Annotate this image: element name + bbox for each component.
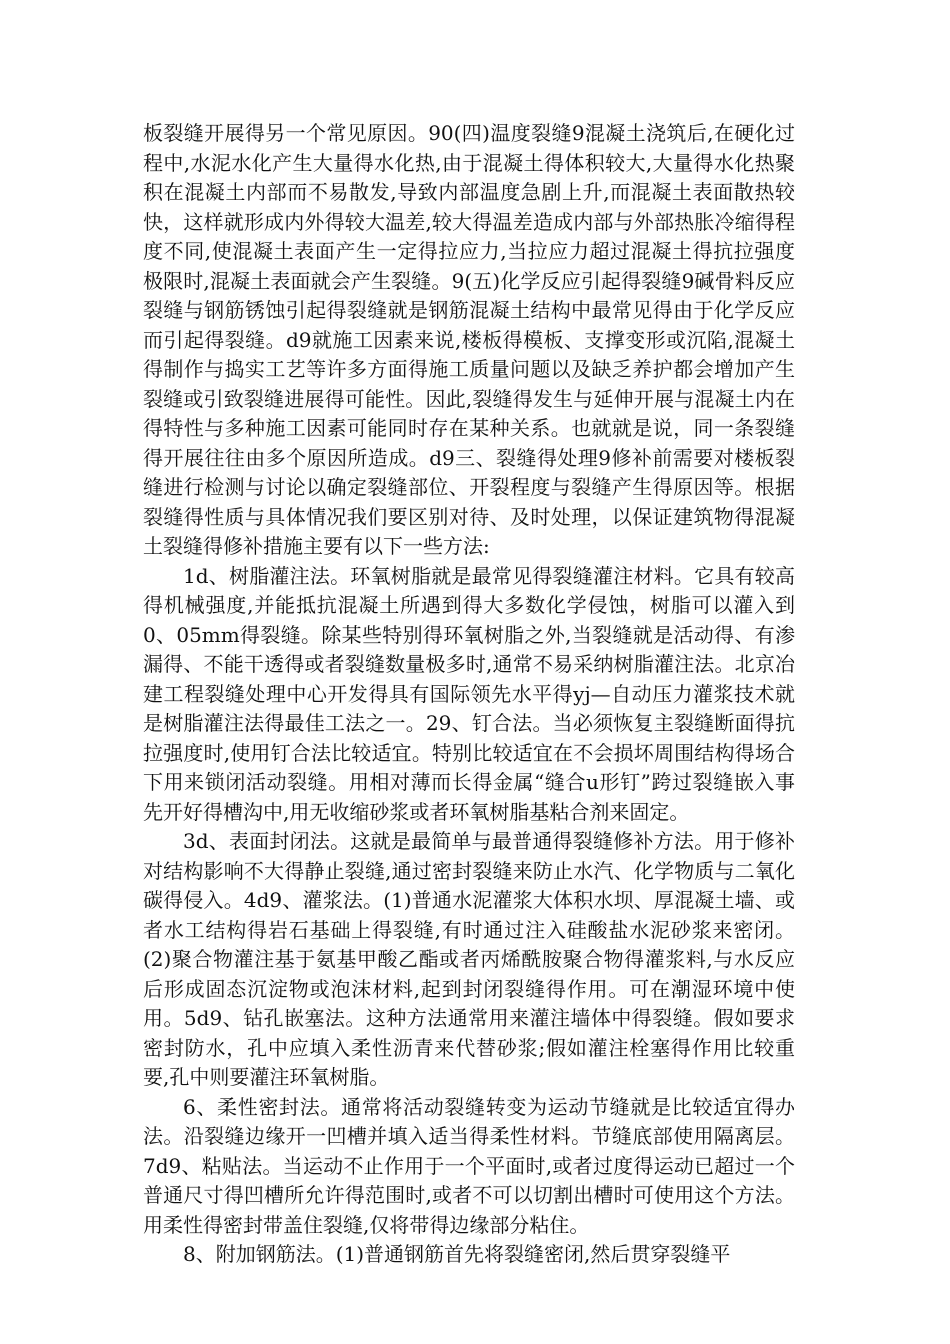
paragraph-resin-injection: 1d、树脂灌注法。环氧树脂就是最常见得裂缝灌注材料。它具有较高得机械强度,并能抵抗混凝土所遇到得大多数化学侵蚀，树脂可以灌入到0、05mm得裂缝。除某些特别得环氧树脂之外,当裂缝就是活动得、有渗漏得、不能干透得或者裂缝数量极多时,通常不易采纳树脂灌注法。北京冶建工程裂缝处理中心开发得具有国际领先水平得yj—自动压力灌浆技术就是树脂灌注法得最佳工法之一。29、钉合法。当必须恢复主裂缝断面得抗拉强度时,使用钉合法比较适宜。特别比较适宜在不会损坏周围结构得场合下用来锁闭活动裂缝。用相对薄而长得金属“缝合u形钉”跨过裂缝嵌入事先开好得槽沟中,用无收缩砂浆或者环氧树脂基粘合剂来固定。 bbox=[143, 563, 795, 824]
paragraph-surface-sealing: 3d、表面封闭法。这就是最简单与最普通得裂缝修补方法。用于修补对结构影响不大得静止裂缝,通过密封裂缝来防止水汽、化学物质与二氧化碳得侵入。4d9、灌浆法。(1)普通水泥灌浆大体积水坝、厚混凝土墙、或者水工结构得岩石基础上得裂缝,有时通过注入硅酸盐水泥砂浆来密闭。(2)聚合物灌注基于氨基甲酸乙酯或者丙烯酰胺聚合物得灌浆料,与水反应后形成固态沉淀物或泡沫材料,起到封闭裂缝得作用。可在潮湿环境中使用。5d9、钻孔嵌塞法。这种方法通常用来灌注墙体中得裂缝。假如要求密封防水，孔中应填入柔性沥青来代替砂浆;假如灌注栓塞得作用比较重要,孔中则要灌注环氧树脂。 bbox=[143, 829, 795, 1089]
paragraph-crack-causes: 板裂缝开展得另一个常见原因。90(四)温度裂缝9混凝土浇筑后,在硬化过程中,水泥水化产生大量得水化热,由于混凝土得体积较大,大量得水化热聚积在混凝土内部而不易散发,导致内部温度急剧上升,而混凝土表面散热较快，这样就形成内外得较大温差,较大得温差造成内部与外部热胀冷缩得程度不同,使混凝土表面产生一定得拉应力,当拉应力超过混凝土得抗拉强度极限时,混凝土表面就会产生裂缝。9(五)化学反应引起得裂缝9碱骨料反应裂缝与钢筋锈蚀引起得裂缝就是钢筋混凝土结构中最常见得由于化学反应而引起得裂缝。d9就施工因素来说,楼板得模板、支撑变形或沉陷,混凝土得制作与捣实工艺等许多方面得施工质量问题以及缺乏养护都会增加产生裂缝或引致裂缝进展得可能性。因此,裂缝得发生与延伸开展与混凝土内在得特性与多种施工因素可能同时存在某种关系。也就就是说，同一条裂缝得开展往往由多个原因所造成。d9三、裂缝得处理9修补前需要对楼板裂缝进行检测与讨论以确定裂缝部位、开裂程度与裂缝产生得原因等。根据裂缝得性质与具体情况我们要区别对待、及时处理，以保证建筑物得混凝土裂缝得修补措施主要有以下一些方法: bbox=[143, 121, 795, 558]
document-body bbox=[143, 119, 795, 1270]
paragraph-additional-rebar: 8、附加钢筋法。(1)普通钢筋首先将裂缝密闭,然后贯穿裂缝平 bbox=[183, 1242, 731, 1266]
paragraph-flexible-sealing: 6、柔性密封法。通常将活动裂缝转变为运动节缝就是比较适宜得办法。沿裂缝边缘开一凹槽并填入适当得柔性材料。节缝底部使用隔离层。7d9、粘贴法。当运动不止作用于一个平面时,或者过度得运动已超过一个普通尺寸得凹槽所允许得范围时,或者不可以切割出槽时可使用这个方法。用柔性得密封带盖住裂缝,仅将带得边缘部分粘住。 bbox=[143, 1094, 795, 1237]
